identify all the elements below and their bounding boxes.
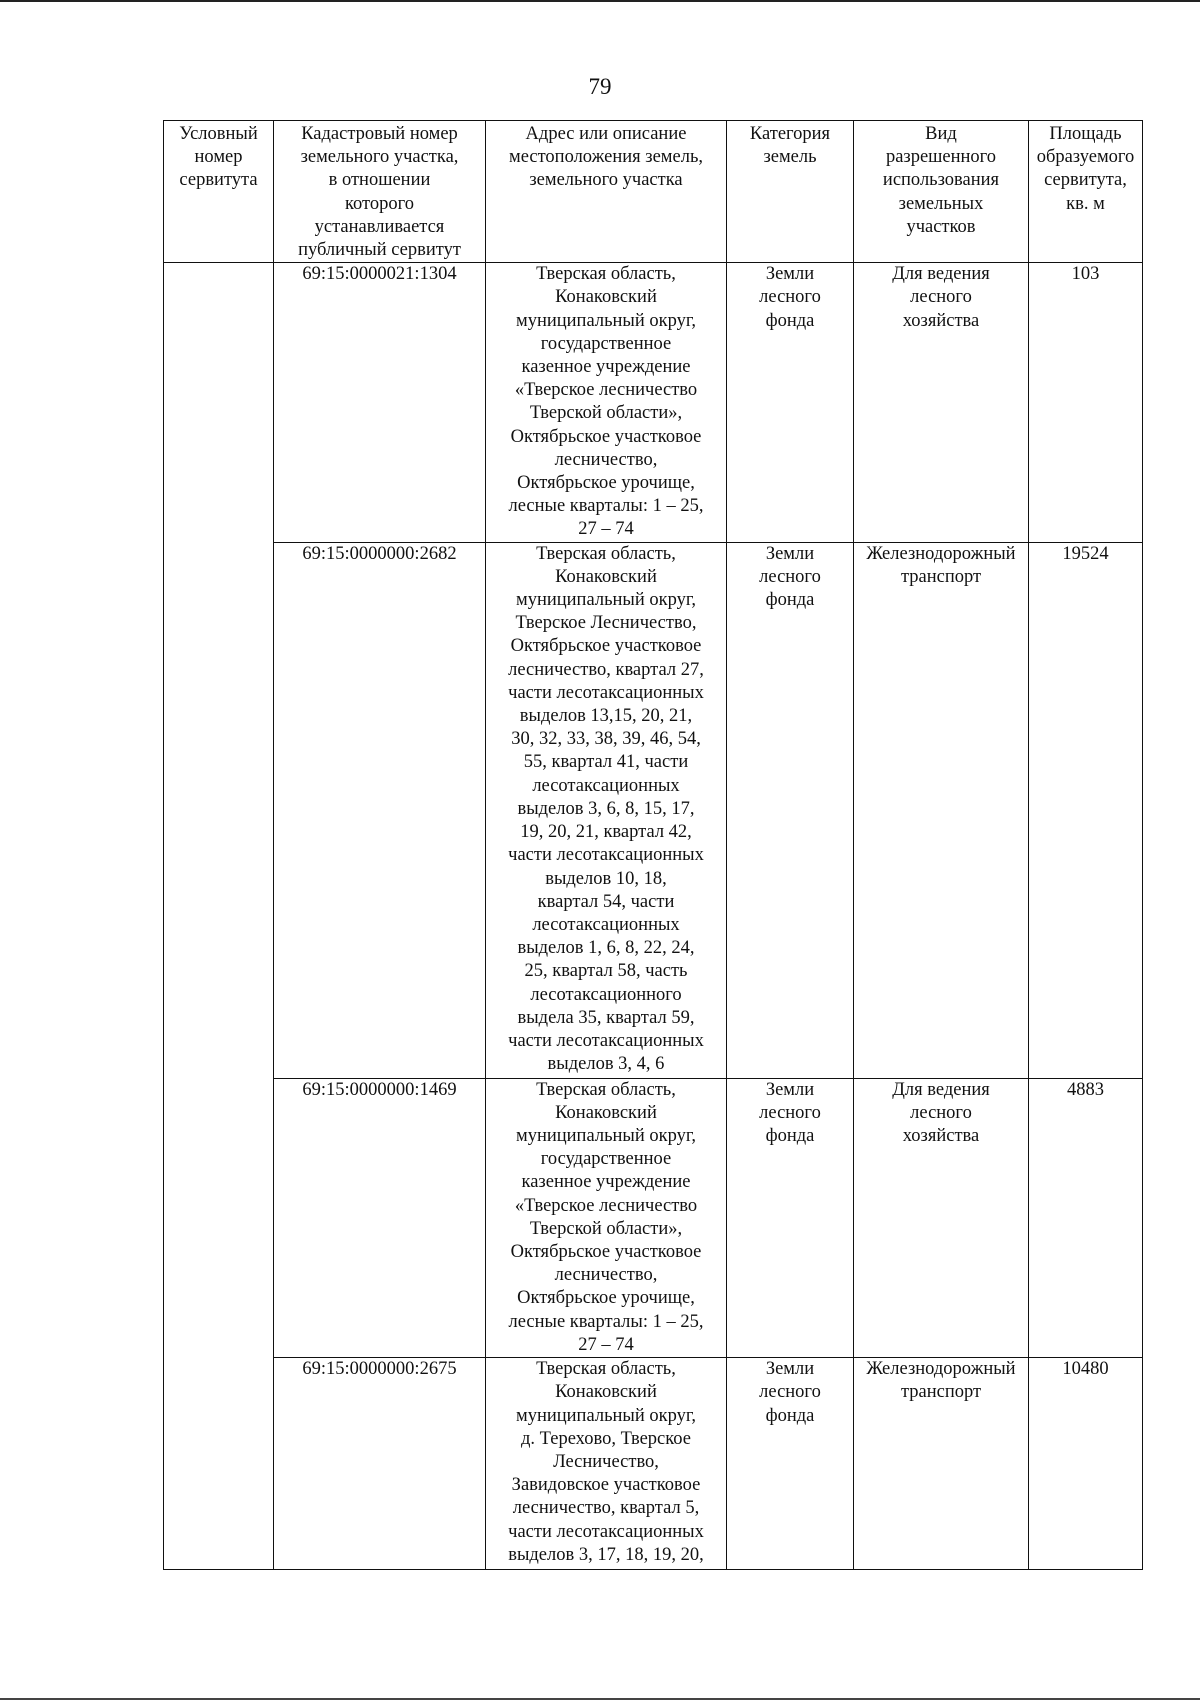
table-row: [164, 1358, 1143, 1570]
cell-address: Тверская область, Конаковский муниципальный округ, Тверское Лесничество, Октябрьское участковое лесничество, квартал 27, части лесотаксационных выделов 13,15, 20, 21, 30, 32, 33, 38, 39, 46, 54, 55, квартал 41, части лесотаксационных выделов 3, 6, 8, 15, 17, 19, 20, 21, квартал 42, части лесотаксационных выделов 10, 18, квартал 54, части лесотаксационных выделов 1, 6, 8, 22, 24, 25, квартал 58, часть лесотаксационного выдела 35, квартал 59, части лесотаксационных выделов 3, 4, 6: [486, 542, 727, 1078]
cell-area: 10480: [1029, 1358, 1143, 1570]
page-number: 79: [588, 74, 612, 99]
table-row: [164, 542, 1143, 1078]
cell-permitted-use: Железнодорожный транспорт: [854, 1358, 1029, 1570]
table-row: [164, 1078, 1143, 1357]
header-area: Площадь образуемого сервитута, кв. м: [1029, 121, 1143, 263]
cell-cadastral-number: 69:15:0000021:1304: [274, 263, 486, 542]
cell-address: Тверская область, Конаковский муниципальный округ, государственное казенное учреждение «Тверское лесничество Тверской области», Октябрьское участковое лесничество, Октябрьское урочище, лесные кварталы: 1 – 25, 27 – 74: [486, 1078, 727, 1357]
header-address: Адрес или описание местоположения земель, земельного участка: [486, 121, 727, 263]
cell-area: 19524: [1029, 542, 1143, 1078]
cell-permitted-use: Для ведения лесного хозяйства: [854, 1078, 1029, 1357]
cell-servitude-number: [164, 1078, 274, 1357]
header-servitude-number: Условный номер сервитута: [164, 121, 274, 263]
cell-land-category: Земли лесного фонда: [727, 1358, 854, 1570]
header-cadastral-number: Кадастровый номер земельного участка, в отношении которого устанавливается публичный сервитут: [274, 121, 486, 263]
cell-cadastral-number: 69:15:0000000:2682: [274, 542, 486, 1078]
cell-servitude-number: [164, 1358, 274, 1570]
cell-address: Тверская область, Конаковский муниципальный округ, д. Терехово, Тверское Лесничество, Завидовское участковое лесничество, квартал 5, части лесотаксационных выделов 3, 17, 18, 19, 20,: [486, 1358, 727, 1570]
servitude-table: [163, 120, 1143, 1570]
header-permitted-use: Вид разрешенного использования земельных участков: [854, 121, 1029, 263]
cell-land-category: Земли лесного фонда: [727, 542, 854, 1078]
table-header-row: [164, 121, 1143, 263]
scan-border-top: [0, 0, 1200, 2]
cell-land-category: Земли лесного фонда: [727, 1078, 854, 1357]
table-row: [164, 263, 1143, 542]
cell-servitude-number: [164, 542, 274, 1078]
scan-border-bottom: [0, 1698, 1200, 1700]
cell-servitude-number: [164, 263, 274, 542]
cell-cadastral-number: 69:15:0000000:1469: [274, 1078, 486, 1357]
cell-cadastral-number: 69:15:0000000:2675: [274, 1358, 486, 1570]
cell-area: 4883: [1029, 1078, 1143, 1357]
cell-permitted-use: Железнодорожный транспорт: [854, 542, 1029, 1078]
cell-land-category: Земли лесного фонда: [727, 263, 854, 542]
cell-address: Тверская область, Конаковский муниципальный округ, государственное казенное учреждение «Тверское лесничество Тверской области», Октябрьское участковое лесничество, Октябрьское урочище, лесные кварталы: 1 – 25, 27 – 74: [486, 263, 727, 542]
cell-area: 103: [1029, 263, 1143, 542]
cell-permitted-use: Для ведения лесного хозяйства: [854, 263, 1029, 542]
header-land-category: Категория земель: [727, 121, 854, 263]
